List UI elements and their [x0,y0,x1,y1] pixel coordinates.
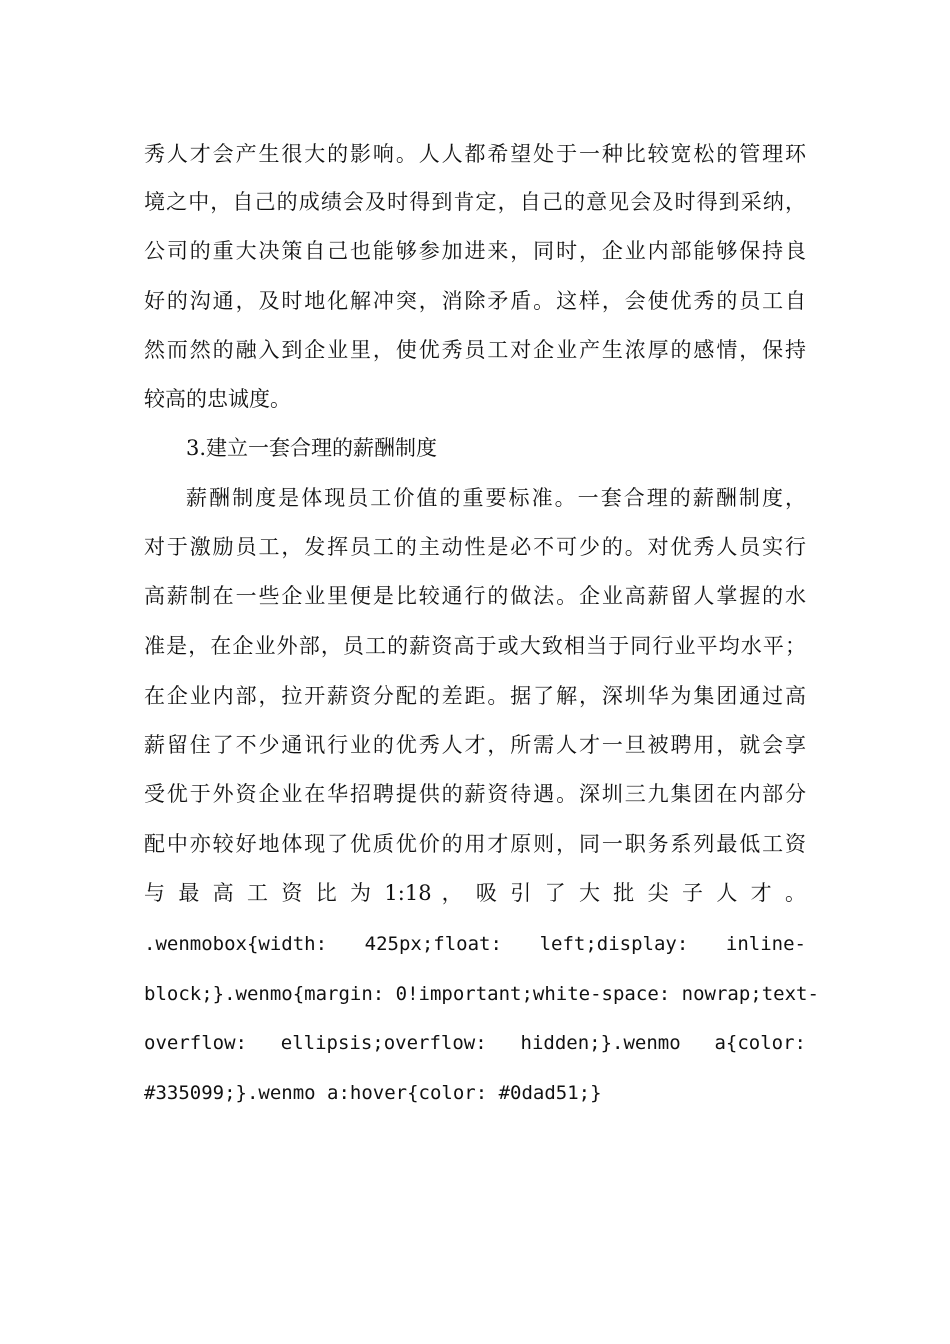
paragraph-1-line-3: 公司的重大决策自己也能够参加进来，同时，企业内部能够保持良 [144,239,806,263]
css-residue-line-4: #335099;}.wenmo a:hover{color: #0dad51;} [144,1082,602,1104]
css-residue-line-2: block;}.wenmo{margin: 0!important;white-space: nowrap;text- [144,983,819,1005]
paragraph-1-line-2: 境之中，自己的成绩会及时得到肯定，自己的意见会及时得到采纳， [144,190,806,214]
paragraph-1-line-1: 秀人才会产生很大的影响。人人都希望处于一种比较宽松的管理环 [144,142,806,166]
paragraph-2-line-1: 薪酬制度是体现员工价值的重要标准。一套合理的薪酬制度， [186,486,806,510]
css-residue-line-1: .wenmobox{width: 425px;float: left;display: inline- [144,933,806,955]
css-residue-line-3: overflow: ellipsis;overflow: hidden;}.wenmo a{color: [144,1032,806,1054]
paragraph-1-line-6: 较高的忠诚度。 [144,387,291,411]
paragraph-2-line-2: 对于激励员工，发挥员工的主动性是必不可少的。对优秀人员实行 [144,535,806,559]
paragraph-2-line-3: 高薪制在一些企业里便是比较通行的做法。企业高薪留人掌握的水 [144,584,806,608]
paragraph-1-line-4: 好的沟通，及时地化解冲突，消除矛盾。这样，会使优秀的员工自 [144,289,806,313]
paragraph-2-line-4: 准是，在企业外部，员工的薪资高于或大致相当于同行业平均水平； [144,634,806,658]
paragraph-2-line-8: 配中亦较好地体现了优质优价的用才原则，同一职务系列最低工资 [144,832,806,856]
paragraph-2-line-6: 薪留住了不少通讯行业的优秀人才，所需人才一旦被聘用，就会享 [144,733,806,757]
section-heading-3: 3.建立一套合理的薪酬制度 [186,436,438,460]
paragraph-2-line-9: 与 最 高 工 资 比 为 1:18 ， 吸 引 了 大 批 尖 子 人 才 。 [144,881,806,905]
paragraph-2-line-7: 受优于外资企业在华招聘提供的薪资待遇。深圳三九集团在内部分 [144,782,806,806]
paragraph-1-line-5: 然而然的融入到企业里，使优秀员工对企业产生浓厚的感情，保持 [144,338,806,362]
paragraph-2-line-5: 在企业内部，拉开薪资分配的差距。据了解，深圳华为集团通过高 [144,684,806,708]
